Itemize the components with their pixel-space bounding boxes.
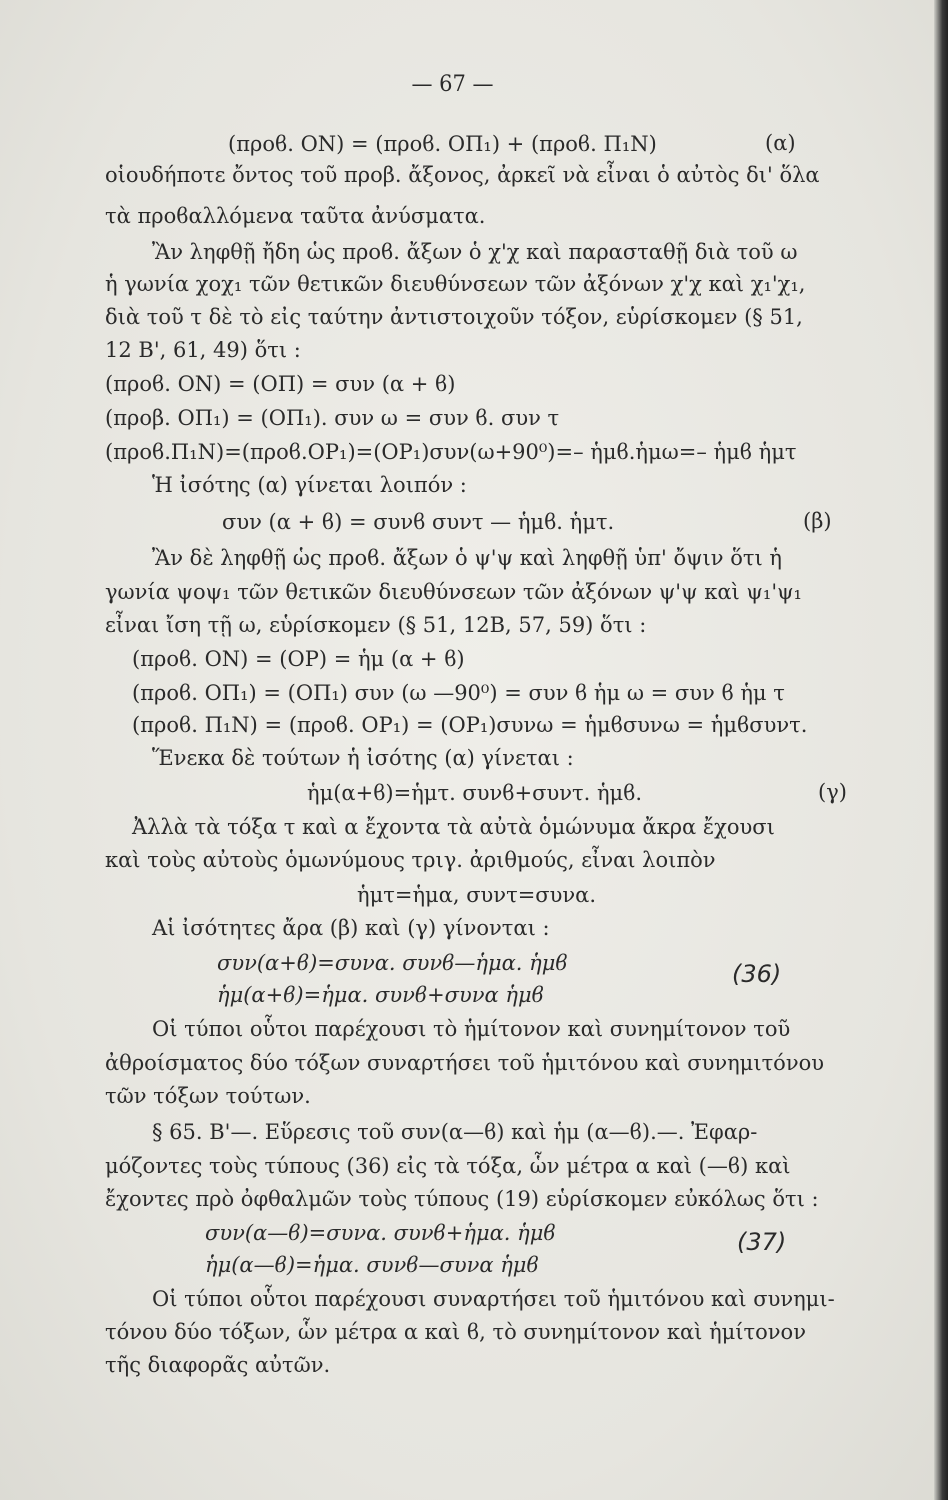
text-line: διὰ τοῦ τ δὲ τὸ εἰς ταύτην ἀντιστοιχοῦν τόξον, εὑρίσκομεν (§ 51, xyxy=(105,305,803,329)
text-line: ἡ γωνία χοχ₁ τῶν θετικῶν διευθύνσεων τῶν ἀξόνων χ'χ καὶ χ₁'χ₁, xyxy=(105,272,806,296)
text-line: τόνου δύο τόξων, ὧν μέτρα α καὶ ϐ, τὸ συνημίτονον καὶ ἡμίτονον xyxy=(105,1320,806,1344)
formula-line: (προϐ. ON) = (OP) = ἡμ (α + ϐ) xyxy=(132,647,465,671)
formula-line: ἡμ(α+ϐ)=ἡμτ. συνϐ+συντ. ἡμϐ. xyxy=(307,781,643,805)
formula-line: ἡμ(α+ϐ)=ἡμα. συνϐ+συνα ἡμϐ xyxy=(217,983,544,1007)
page-number: — 67 — xyxy=(411,72,494,97)
text-line: Οἱ τύποι οὗτοι παρέχουσι τὸ ἡμίτονον καὶ συνημίτονον τοῦ xyxy=(152,1017,791,1041)
text-line: Ἀλλὰ τὰ τόξα τ καὶ α ἔχοντα τὰ αὐτὰ ὁμώνυμα ἄκρα ἔχουσι xyxy=(132,815,775,839)
equation-label-b: (β) xyxy=(803,509,832,533)
formula-line: συν(α—ϐ)=συνα. συνϐ+ἡμα. ἡμϐ xyxy=(205,1221,556,1245)
formula-line: ἡμ(α—ϐ)=ἡμα. συνϐ—συνα ἡμϐ xyxy=(205,1253,539,1277)
text-line: καὶ τοὺς αὐτοὺς ὁμωνύμους τριγ. ἀριθμούς, εἶναι λοιπὸν xyxy=(105,848,716,872)
text-line: Ἂν ληφθῇ ἤδη ὡς προϐ. ἄξων ὁ χ'χ καὶ παρασταθῇ διὰ τοῦ ω xyxy=(152,240,798,264)
formula-line: (προβ. OΠ₁) = (OΠ₁). συν ω = συν ϐ. συν τ xyxy=(105,406,560,430)
equation-number-37: (37) xyxy=(737,1228,787,1256)
formula-line: (προϐ. OΠ₁) = (OΠ₁) συν (ω —90⁰) = συν ϐ ἡμ ω = συν ϐ ἡμ τ xyxy=(132,681,785,705)
text-line: μόζοντες τοὺς τύπους (36) εἰς τὰ τόξα, ὧν μέτρα α καὶ (—ϐ) καὶ xyxy=(105,1154,791,1178)
text-line: οἱουδήποτε ὄντος τοῦ προβ. ἄξονος, ἀρκεῖ νὰ εἶναι ὁ αὐτὸς δι' ὅλα xyxy=(105,163,820,187)
formula-line: συν(α+ϐ)=συνα. συνϐ—ἡμα. ἡμϐ xyxy=(217,951,568,975)
formula-line: (προϐ. Π₁N) = (προϐ. OP₁) = (OP₁)συνω = ἡμϐσυνω = ἡμϐσυντ. xyxy=(132,713,808,737)
section-heading: § 65. Β'—. Εὕρεσις τοῦ συν(α—ϐ) καὶ ἡμ (α—ϐ).—. Ἐφαρ- xyxy=(152,1120,758,1144)
text-line: τὰ προϐαλλόμενα ταῦτα ἀνύσματα. xyxy=(105,204,486,228)
equation-number-36: (36) xyxy=(732,960,782,988)
text-line: Ἂν δὲ ληφθῇ ὡς προϐ. ἄξων ὁ ψ'ψ καὶ ληφθῇ ὑπ' ὄψιν ὅτι ἡ xyxy=(152,546,782,570)
text-line: Οἱ τύποι οὗτοι παρέχουσι συναρτήσει τοῦ ἡμιτόνου καὶ συνημι- xyxy=(152,1287,835,1311)
text-line: 12 Β', 61, 49) ὅτι : xyxy=(105,338,301,362)
text-line: Ἕνεκα δὲ τούτων ἡ ἰσότης (α) γίνεται : xyxy=(152,746,574,770)
text-line: Ἡ ἰσότης (α) γίνεται λοιπόν : xyxy=(152,473,467,497)
formula-line: συν (α + ϐ) = συνϐ συντ — ἡμϐ. ἡμτ. xyxy=(222,510,615,534)
text-line: (προϐ. ON) = (προϐ. OΠ₁) + (προϐ. Π₁N) xyxy=(228,132,657,156)
equation-label-c: (γ) xyxy=(818,780,847,804)
text-line: γωνία ψοψ₁ τῶν θετικῶν διευθύνσεων τῶν ἀξόνων ψ'ψ καὶ ψ₁'ψ₁ xyxy=(105,580,802,604)
page-edge-shadow xyxy=(934,0,948,1500)
text-line: τῆς διαφορᾶς αὐτῶν. xyxy=(105,1353,331,1377)
text-line: τῶν τόξων τούτων. xyxy=(105,1084,311,1108)
equation-label-a: (α) xyxy=(765,131,796,155)
formula-line: (προϐ. ON) = (OΠ) = συν (α + ϐ) xyxy=(105,372,456,396)
text-line: Αἱ ἰσότητες ἄρα (β) καὶ (γ) γίνονται : xyxy=(152,916,550,940)
text-line: ἀθροίσματος δύο τόξων συναρτήσει τοῦ ἡμιτόνου καὶ συνημιτόνου xyxy=(105,1051,825,1075)
formula-line: (προϐ.Π₁N)=(προϐ.OP₁)=(OP₁)συν(ω+90⁰)=– ἡμϐ.ἡμω=– ἡμϐ ἡμτ xyxy=(105,440,797,464)
text-line: εἶναι ἴση τῇ ω, εὑρίσκομεν (§ 51, 12Β, 57, 59) ὅτι : xyxy=(105,613,647,637)
text-line: ἔχοντες πρὸ ὀφθαλμῶν τοὺς τύπους (19) εὑρίσκομεν εὐκόλως ὅτι : xyxy=(105,1187,819,1211)
formula-line: ἡμτ=ἡμα, συντ=συνα. xyxy=(357,883,597,907)
